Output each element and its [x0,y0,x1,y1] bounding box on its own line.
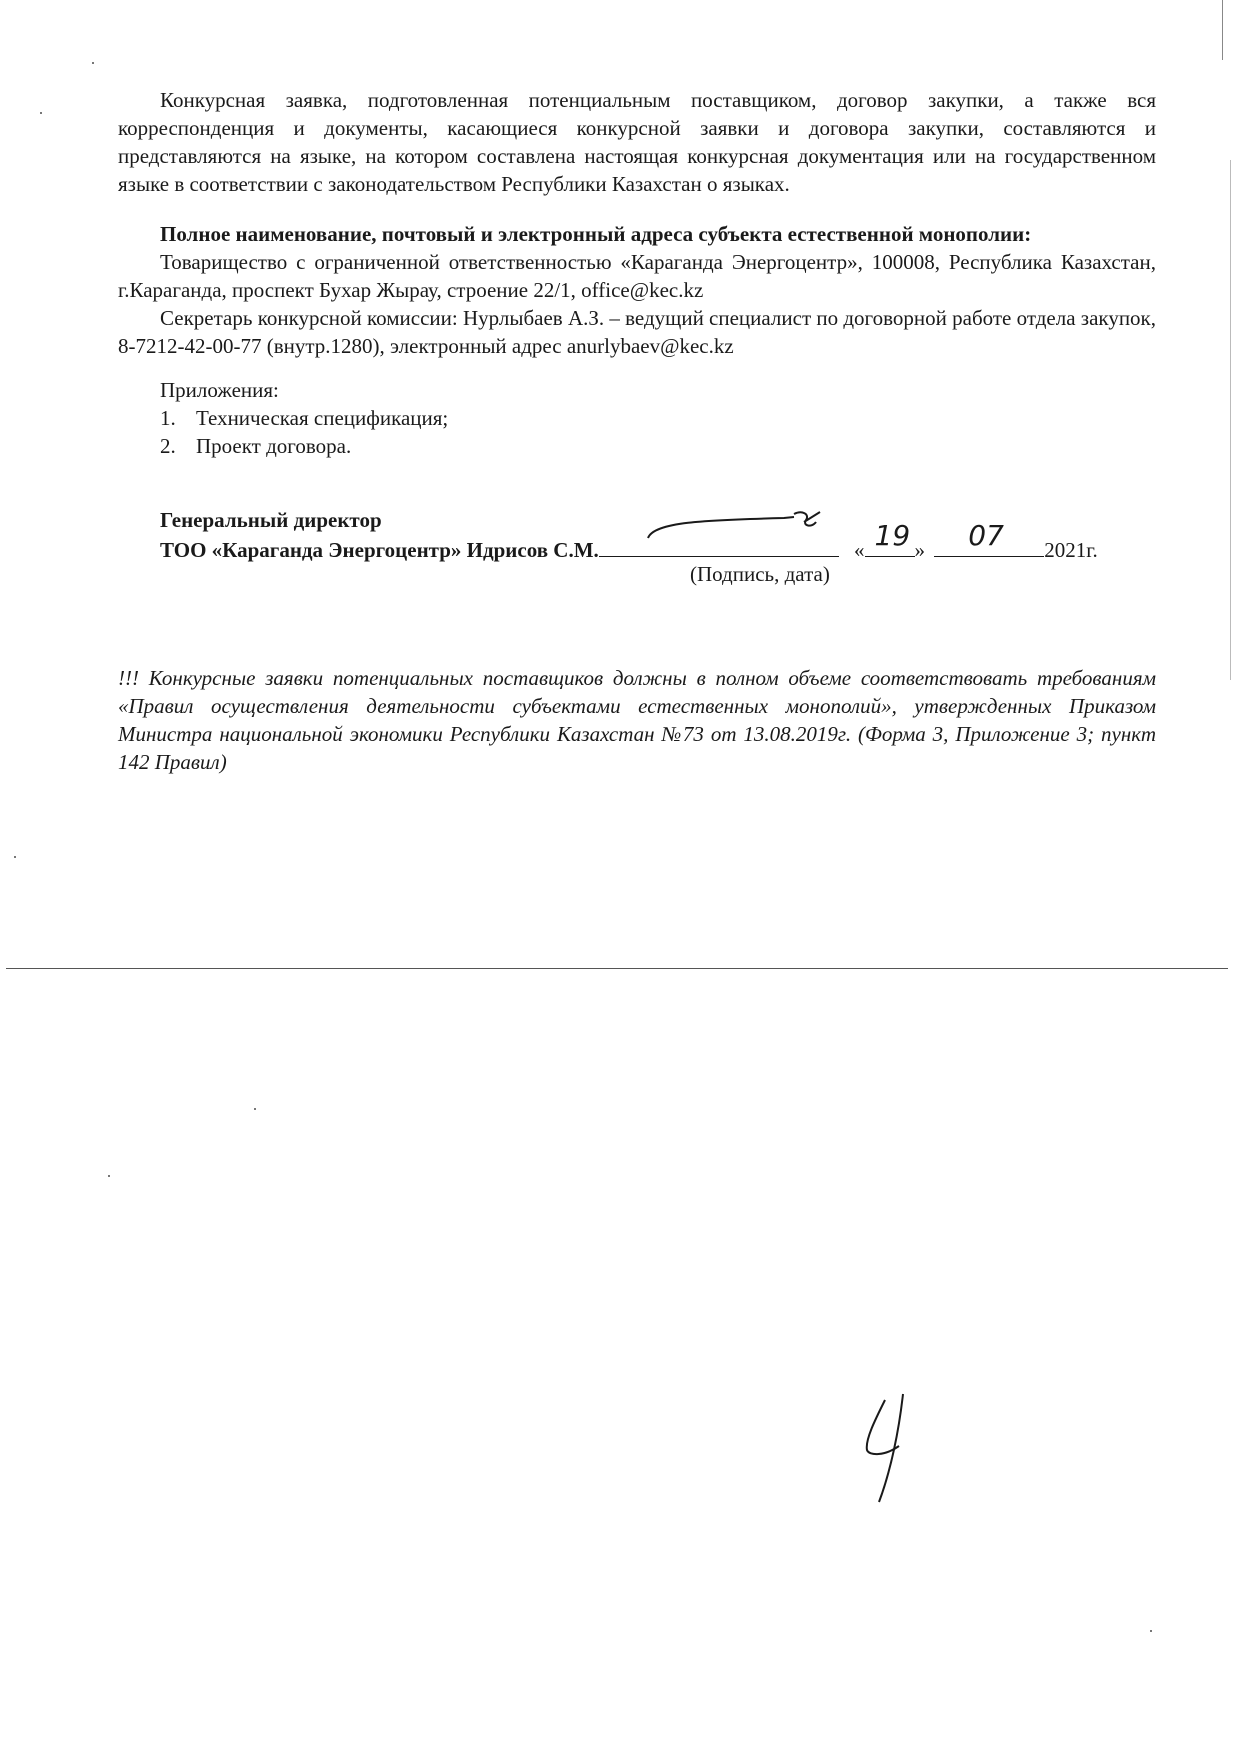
date-quote-close: » [914,538,926,562]
scan-speck [1150,1630,1152,1632]
requirements-note-text: !!! Конкурсные заявки потенциальных поставщиков должны в полном объеме соответствовать требованиям «Правил осуществления деятельности субъектами естественных монополий», утвержденных Приказом Министра национальной экономики Республики Казахстан №73 от 13.08.2019г. (Форма 3, Приложение 3; пункт 142 Правил) [118,666,1156,774]
language-paragraph: Конкурсная заявка, подготовленная потенциальным поставщиком, договор закупки, а также вся корреспонденция и документы, касающиеся конкурсной заявки и договора закупки, составляются и представляются на языке, на котором составлена настоящая конкурсная документация или на государственном языке в соответствии с законодательством Республики Казахстан о языках. [118,88,1156,196]
attachments-title: Приложения: [160,378,279,402]
page-divider [6,968,1228,969]
date-month-line [934,519,1044,557]
list-item [160,404,448,432]
date-day-line [865,519,915,557]
signature-caption: (Подпись, дата) [690,562,830,586]
attachments-list [160,404,448,460]
address-section [118,220,1156,360]
scan-edge-line [1230,160,1231,680]
attachments-section [160,376,448,460]
list-item [160,432,448,460]
scan-speck [40,112,42,114]
company-paragraph: Товарищество с ограниченной ответственностью «Караганда Энергоцентр», 100008, Республика Казахстан, г.Караганда, проспект Бухар Жырау, строение 22/1, office@kec.kz [118,250,1156,302]
list-item-number: 2. [160,434,176,458]
scan-speck [254,1108,256,1110]
list-item-label: Техническая спецификация; [196,406,449,430]
scan-speck [92,62,94,64]
scan-speck [108,1175,110,1177]
date-quote-open: « [854,538,865,562]
signatory-name: ТОО «Караганда Энергоцентр» Идрисов С.М. [160,538,599,562]
main-text [118,86,1156,198]
date-year: 2021г. [1044,538,1098,562]
scan-edge-line [1222,0,1223,60]
date-month-handwritten: 07 [968,519,1004,552]
secretary-paragraph: Секретарь конкурсной комиссии: Нурлыбаев А.З. – ведущий специалист по договорной работе отдела закупок, 8-7212-42-00-77 (внутр.1280), электронный адрес anurlybaev@kec.kz [118,306,1157,358]
initials-mark [855,1390,935,1510]
list-item-number: 1. [160,406,176,430]
signature-mark [644,508,844,548]
scan-speck [14,856,16,858]
list-item-label: Проект договора. [196,434,352,458]
requirements-note [118,664,1156,776]
date-day-handwritten: 19 [874,519,911,552]
address-heading: Полное наименование, почтовый и электронный адреса субъекта естественной монополии: [160,222,1032,246]
signatory-position: Генеральный директор [160,508,382,532]
